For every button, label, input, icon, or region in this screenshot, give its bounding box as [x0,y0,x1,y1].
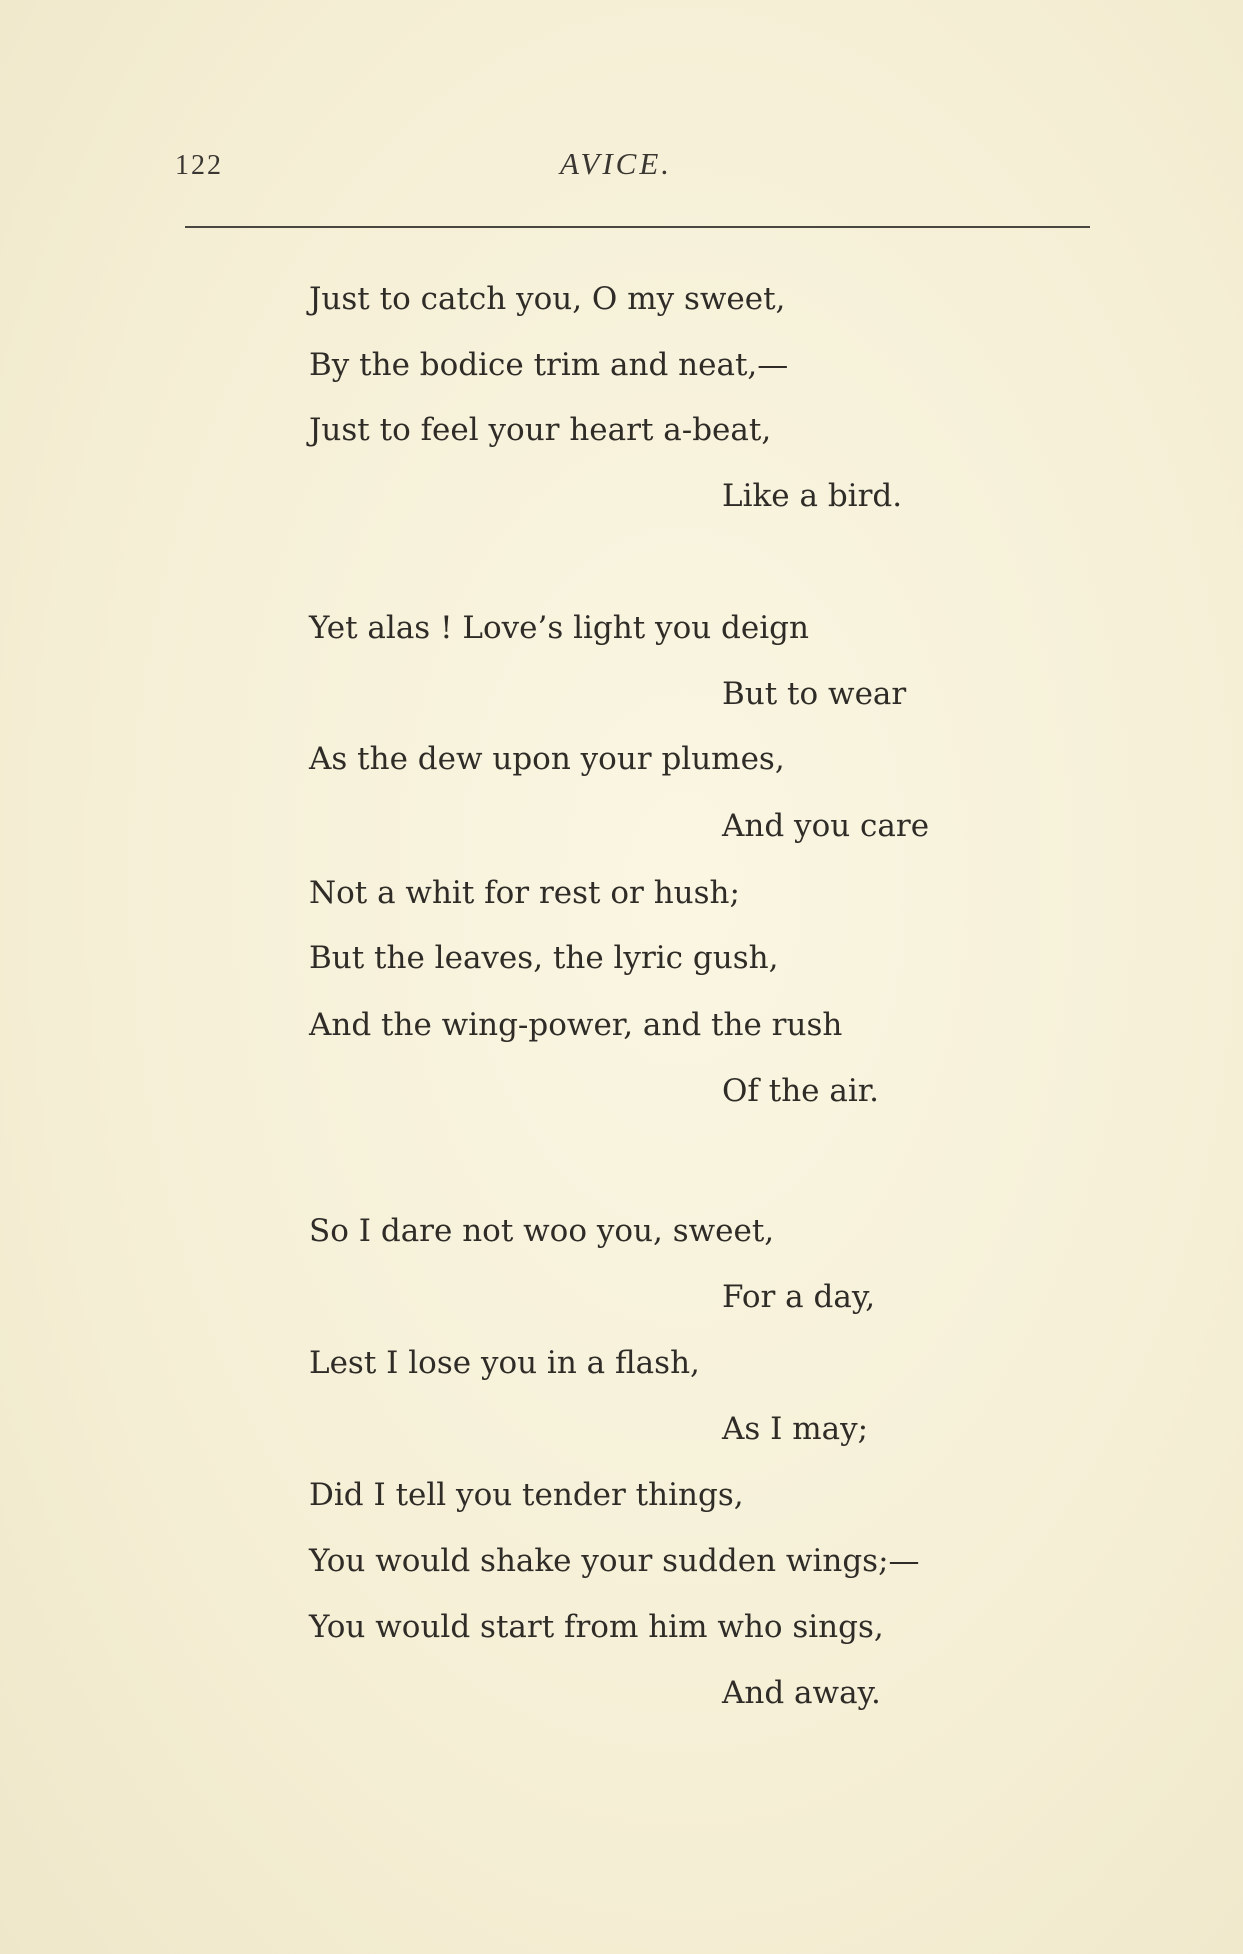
poem-line-refrain: And away. [722,1675,881,1711]
poem-line-refrain: But to wear [722,676,907,712]
poem-line: So I dare not woo you, sweet, [309,1213,775,1249]
poem-line: Did I tell you tender things, [309,1477,744,1513]
poem-line-refrain: As I may; [722,1411,869,1447]
poem-line: Not a whit for rest or hush; [309,875,740,911]
poem-line: As the dew upon your plumes, [309,741,785,777]
running-title: AVICE. [560,146,673,181]
poem-line-refrain: And you care [722,808,930,844]
poem-line: Just to feel your heart a-beat, [309,412,772,448]
poem-line: You would shake your sudden wings;— [309,1543,920,1579]
poem-line: You would start from him who sings, [309,1609,884,1645]
poem-line: Just to catch you, O my sweet, [309,281,786,317]
poem-line: By the bodice trim and neat,— [309,347,789,383]
poem-line-refrain: Like a bird. [722,478,903,514]
poem-line-refrain: Of the air. [722,1073,880,1109]
page-number: 122 [175,150,223,181]
header-rule [185,226,1090,228]
poem-line: But the leaves, the lyric gush, [309,940,779,976]
poem-line-refrain: For a day, [722,1279,876,1315]
poem-line: Yet alas ! Love’s light you deign [309,610,809,646]
poem-line: Lest I lose you in a flash, [309,1345,700,1381]
poem-line: And the wing-power, and the rush [309,1007,843,1043]
